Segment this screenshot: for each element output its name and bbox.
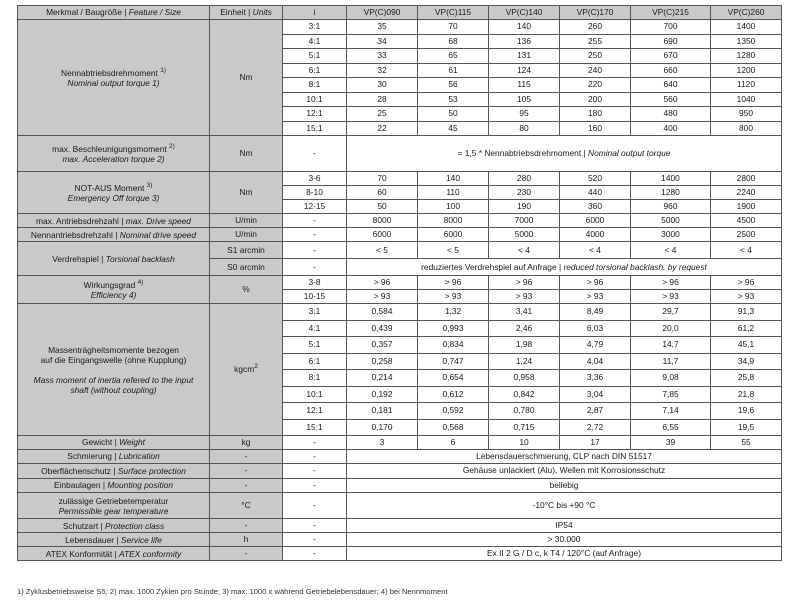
value-cell: 4,79 xyxy=(560,337,631,354)
value-cell: 0,439 xyxy=(347,320,418,337)
ratio-cell: 3:1 xyxy=(283,20,347,35)
value-cell: 2500 xyxy=(711,228,782,242)
value-cell: < 4 xyxy=(560,242,631,259)
value-cell: 124 xyxy=(489,63,560,78)
value-cell: 10 xyxy=(489,436,560,450)
table-row xyxy=(18,304,782,321)
ratio-cell: 15:1 xyxy=(283,419,347,436)
feature-label: Nennantriebsdrehzahl | Nominal drive speed xyxy=(18,228,210,242)
value-cell: 1200 xyxy=(711,63,782,78)
table-row xyxy=(18,478,782,493)
value-cell: 60 xyxy=(347,186,418,200)
value-cell: 3,04 xyxy=(560,386,631,403)
value-cell: 440 xyxy=(560,186,631,200)
value-cell: < 4 xyxy=(489,242,560,259)
value-cell: 1040 xyxy=(711,92,782,107)
feature-label: max. Antriebsdrehzahl | max. Drive speed xyxy=(18,214,210,228)
ratio-cell: - xyxy=(283,478,347,493)
value-cell: 240 xyxy=(560,63,631,78)
value-cell: 180 xyxy=(560,107,631,122)
value-cell: 5000 xyxy=(631,214,711,228)
value-cell: 1,24 xyxy=(489,353,560,370)
value-cell: 7000 xyxy=(489,214,560,228)
footnote: 1) Zyklusbetriebsweise S5; 2) max. 1000 Zyklen pro Stunde; 3) max. 1000 x während Getriebelebensdauer; 4) bei Nennmoment xyxy=(17,587,448,596)
value-cell: 1400 xyxy=(711,20,782,35)
value-cell: > 96 xyxy=(631,276,711,290)
value-cell: 0,592 xyxy=(418,403,489,420)
value-span-cell: Ex II 2 G / D c, k T4 / 120°C (auf Anfrage) xyxy=(347,547,782,561)
value-cell: 19,5 xyxy=(711,419,782,436)
table-row xyxy=(18,493,782,519)
unit-cell: U/min xyxy=(210,214,283,228)
ratio-cell: 15:1 xyxy=(283,121,347,136)
feature-label: Verdrehspiel | Torsional backlash xyxy=(18,242,210,276)
value-cell: > 96 xyxy=(418,276,489,290)
value-cell: 2,72 xyxy=(560,419,631,436)
ratio-cell: - xyxy=(283,547,347,561)
value-cell: 3 xyxy=(347,436,418,450)
value-span-cell: Gehäuse unlackiert (Alu), Wellen mit Korrosionsschutz xyxy=(347,464,782,479)
value-cell: 400 xyxy=(631,121,711,136)
value-cell: 35 xyxy=(347,20,418,35)
value-cell: 2,87 xyxy=(560,403,631,420)
value-cell: 34 xyxy=(347,34,418,49)
value-cell: 14,7 xyxy=(631,337,711,354)
value-cell: 250 xyxy=(560,49,631,64)
value-cell: 4500 xyxy=(711,214,782,228)
value-cell: 11,7 xyxy=(631,353,711,370)
value-cell: 255 xyxy=(560,34,631,49)
feature-label: NOT-AUS Moment $^{3)}$ Emergency Off torque 3) xyxy=(18,172,210,214)
value-cell: 2800 xyxy=(711,172,782,186)
value-cell: 7,14 xyxy=(631,403,711,420)
unit-cell: S0 arcmin xyxy=(210,259,283,276)
value-span-cell: = 1,5 * Nennabtriebsdrehmoment | Nominal output torque xyxy=(347,136,782,172)
value-cell: 140 xyxy=(418,172,489,186)
value-cell: 53 xyxy=(418,92,489,107)
value-cell: 17 xyxy=(560,436,631,450)
ratio-cell: - xyxy=(283,436,347,450)
value-cell: 360 xyxy=(560,200,631,214)
feature-label: Gewicht | Weight xyxy=(18,436,210,450)
value-cell: 4,04 xyxy=(560,353,631,370)
ratio-cell: 10:1 xyxy=(283,386,347,403)
value-cell: 131 xyxy=(489,49,560,64)
table-row xyxy=(18,533,782,547)
feature-label: Schmierung | Lubrication xyxy=(18,449,210,464)
feature-label: zulässige Getriebetemperatur Permissible gear temperature xyxy=(18,493,210,519)
unit-cell: h xyxy=(210,533,283,547)
table-body xyxy=(18,6,782,561)
value-cell: > 93 xyxy=(347,290,418,304)
table-row xyxy=(18,464,782,479)
value-cell: 28 xyxy=(347,92,418,107)
value-cell: 80 xyxy=(489,121,560,136)
value-cell: 1120 xyxy=(711,78,782,93)
value-cell: 3,41 xyxy=(489,304,560,321)
value-cell: 0,654 xyxy=(418,370,489,387)
ratio-cell: 3-8 xyxy=(283,276,347,290)
value-cell: 2240 xyxy=(711,186,782,200)
header-size: VP(C)140 xyxy=(489,6,560,20)
value-cell: > 93 xyxy=(631,290,711,304)
value-cell: 0,780 xyxy=(489,403,560,420)
value-cell: 0,834 xyxy=(418,337,489,354)
ratio-cell: - xyxy=(283,519,347,533)
value-cell: 6 xyxy=(418,436,489,450)
value-cell: > 96 xyxy=(489,276,560,290)
ratio-cell: - xyxy=(283,464,347,479)
value-cell: 0,993 xyxy=(418,320,489,337)
value-cell: 50 xyxy=(418,107,489,122)
ratio-cell: 10:1 xyxy=(283,92,347,107)
ratio-cell: - xyxy=(283,242,347,259)
value-cell: 61 xyxy=(418,63,489,78)
value-cell: > 96 xyxy=(560,276,631,290)
ratio-cell: 10-15 xyxy=(283,290,347,304)
ratio-cell: - xyxy=(283,259,347,276)
value-cell: 50 xyxy=(347,200,418,214)
value-cell: 200 xyxy=(560,92,631,107)
table-header-row xyxy=(18,6,782,20)
value-cell: 0,842 xyxy=(489,386,560,403)
value-cell: 700 xyxy=(631,20,711,35)
value-span-cell: -10°C bis +90 °C xyxy=(347,493,782,519)
value-cell: 0,747 xyxy=(418,353,489,370)
value-cell: 45,1 xyxy=(711,337,782,354)
unit-cell: kg xyxy=(210,436,283,450)
unit-cell: kgcm$^2$ xyxy=(210,304,283,436)
value-span-cell: beliebig xyxy=(347,478,782,493)
value-cell: 0,958 xyxy=(489,370,560,387)
value-cell: 91,3 xyxy=(711,304,782,321)
feature-label: Schutzart | Protection class xyxy=(18,519,210,533)
value-cell: 70 xyxy=(418,20,489,35)
ratio-cell: 3-6 xyxy=(283,172,347,186)
header-size: VP(C)260 xyxy=(711,6,782,20)
value-cell: 8,49 xyxy=(560,304,631,321)
ratio-cell: 5:1 xyxy=(283,49,347,64)
value-span-cell: > 30.000 xyxy=(347,533,782,547)
ratio-cell: 12:1 xyxy=(283,403,347,420)
unit-cell: S1 arcmin xyxy=(210,242,283,259)
table-row xyxy=(18,172,782,186)
ratio-cell: 6:1 xyxy=(283,353,347,370)
value-cell: 1,32 xyxy=(418,304,489,321)
value-cell: 690 xyxy=(631,34,711,49)
value-cell: 70 xyxy=(347,172,418,186)
value-cell: 4000 xyxy=(560,228,631,242)
value-cell: 0,258 xyxy=(347,353,418,370)
unit-cell: °C xyxy=(210,493,283,519)
value-cell: 560 xyxy=(631,92,711,107)
feature-label: Nennabtriebsdrehmoment $^{1)}$ Nominal output torque 1) xyxy=(18,20,210,136)
value-cell: > 96 xyxy=(711,276,782,290)
table-row xyxy=(18,436,782,450)
table-row xyxy=(18,276,782,290)
feature-label: Einbaulagen | Mounting position xyxy=(18,478,210,493)
feature-label: ATEX Konformität | ATEX conformity xyxy=(18,547,210,561)
value-cell: 3,36 xyxy=(560,370,631,387)
unit-cell: - xyxy=(210,449,283,464)
value-cell: 660 xyxy=(631,63,711,78)
table-row xyxy=(18,214,782,228)
value-cell: < 5 xyxy=(418,242,489,259)
value-cell: 950 xyxy=(711,107,782,122)
value-cell: 1900 xyxy=(711,200,782,214)
value-cell: 0,214 xyxy=(347,370,418,387)
value-cell: 25,8 xyxy=(711,370,782,387)
value-cell: 230 xyxy=(489,186,560,200)
value-cell: 190 xyxy=(489,200,560,214)
value-cell: > 96 xyxy=(347,276,418,290)
value-cell: 0,181 xyxy=(347,403,418,420)
value-span-cell: Lebensdauerschmierung, CLP nach DIN 51517 xyxy=(347,449,782,464)
value-cell: 61,2 xyxy=(711,320,782,337)
feature-label: max. Beschleunigungsmoment $^{2)}$ max. Acceleration torque 2) xyxy=(18,136,210,172)
value-cell: 95 xyxy=(489,107,560,122)
value-cell: 960 xyxy=(631,200,711,214)
value-cell: 0,357 xyxy=(347,337,418,354)
value-cell: 140 xyxy=(489,20,560,35)
feature-label: Wirkungsgrad $^{4)}$ Efficiency 4) xyxy=(18,276,210,304)
value-cell: 1400 xyxy=(631,172,711,186)
value-cell: 25 xyxy=(347,107,418,122)
ratio-cell: 12:1 xyxy=(283,107,347,122)
ratio-cell: 3:1 xyxy=(283,304,347,321)
value-cell: 100 xyxy=(418,200,489,214)
table-row xyxy=(18,242,782,259)
value-cell: 480 xyxy=(631,107,711,122)
ratio-cell: 12-15 xyxy=(283,200,347,214)
value-cell: 520 xyxy=(560,172,631,186)
value-cell: 22 xyxy=(347,121,418,136)
ratio-cell: - xyxy=(283,228,347,242)
ratio-cell: 8:1 xyxy=(283,78,347,93)
unit-cell: Nm xyxy=(210,172,283,214)
value-cell: 3000 xyxy=(631,228,711,242)
value-cell: 105 xyxy=(489,92,560,107)
value-cell: 0,568 xyxy=(418,419,489,436)
value-cell: 800 xyxy=(711,121,782,136)
value-cell: 0,170 xyxy=(347,419,418,436)
ratio-cell: 4:1 xyxy=(283,34,347,49)
value-cell: < 4 xyxy=(711,242,782,259)
value-cell: 110 xyxy=(418,186,489,200)
value-cell: > 93 xyxy=(560,290,631,304)
header-unit: Einheit | Units xyxy=(210,6,283,20)
ratio-cell: - xyxy=(283,533,347,547)
value-cell: 640 xyxy=(631,78,711,93)
value-cell: 20,0 xyxy=(631,320,711,337)
value-cell: 115 xyxy=(489,78,560,93)
value-cell: 0,612 xyxy=(418,386,489,403)
value-cell: 2,46 xyxy=(489,320,560,337)
value-cell: 6000 xyxy=(560,214,631,228)
unit-cell: U/min xyxy=(210,228,283,242)
table-row xyxy=(18,519,782,533)
value-cell: 29,7 xyxy=(631,304,711,321)
value-cell: 7,85 xyxy=(631,386,711,403)
value-cell: 34,9 xyxy=(711,353,782,370)
value-cell: 0,584 xyxy=(347,304,418,321)
ratio-cell: 6:1 xyxy=(283,63,347,78)
unit-cell: - xyxy=(210,547,283,561)
value-cell: 136 xyxy=(489,34,560,49)
value-cell: 6000 xyxy=(347,228,418,242)
value-cell: 6000 xyxy=(418,228,489,242)
unit-cell: % xyxy=(210,276,283,304)
value-cell: < 5 xyxy=(347,242,418,259)
value-cell: 1280 xyxy=(631,186,711,200)
value-cell: 1,98 xyxy=(489,337,560,354)
table-row xyxy=(18,20,782,35)
header-size: VP(C)115 xyxy=(418,6,489,20)
value-cell: 6,03 xyxy=(560,320,631,337)
value-cell: 8000 xyxy=(347,214,418,228)
feature-label: Massenträgheitsmomente bezogen auf die Eingangswelle (ohne Kupplung) Mass moment of inertia refered to the input shaft (without coupling) xyxy=(18,304,210,436)
value-cell: > 93 xyxy=(711,290,782,304)
value-cell: 55 xyxy=(711,436,782,450)
value-cell: 39 xyxy=(631,436,711,450)
header-size: VP(C)215 xyxy=(631,6,711,20)
table-row xyxy=(18,449,782,464)
ratio-cell: 4:1 xyxy=(283,320,347,337)
ratio-cell: - xyxy=(283,493,347,519)
header-size: VP(C)170 xyxy=(560,6,631,20)
value-cell: 32 xyxy=(347,63,418,78)
value-cell: > 93 xyxy=(489,290,560,304)
feature-label: Lebensdauer | Service life xyxy=(18,533,210,547)
unit-cell: Nm xyxy=(210,136,283,172)
value-cell: 1280 xyxy=(711,49,782,64)
value-cell: 21,8 xyxy=(711,386,782,403)
unit-cell: - xyxy=(210,478,283,493)
feature-label: Oberflächenschutz | Surface protection xyxy=(18,464,210,479)
unit-cell: - xyxy=(210,464,283,479)
value-cell: 30 xyxy=(347,78,418,93)
value-cell: 280 xyxy=(489,172,560,186)
value-cell: 8000 xyxy=(418,214,489,228)
value-cell: 0,192 xyxy=(347,386,418,403)
table-row xyxy=(18,228,782,242)
ratio-cell: - xyxy=(283,449,347,464)
value-cell: 6,55 xyxy=(631,419,711,436)
ratio-cell: - xyxy=(283,214,347,228)
value-cell: 19,6 xyxy=(711,403,782,420)
value-cell: 5000 xyxy=(489,228,560,242)
value-cell: < 4 xyxy=(631,242,711,259)
value-cell: 0,715 xyxy=(489,419,560,436)
value-cell: 68 xyxy=(418,34,489,49)
value-cell: 1350 xyxy=(711,34,782,49)
header-feature: Merkmal / Baugröße | Feature / Size xyxy=(18,6,210,20)
ratio-cell: - xyxy=(283,136,347,172)
value-cell: 260 xyxy=(560,20,631,35)
specification-table xyxy=(17,5,782,561)
value-cell: 160 xyxy=(560,121,631,136)
table-row xyxy=(18,547,782,561)
unit-cell: Nm xyxy=(210,20,283,136)
table-row xyxy=(18,136,782,172)
ratio-cell: 8-10 xyxy=(283,186,347,200)
value-cell: > 93 xyxy=(418,290,489,304)
ratio-cell: 5:1 xyxy=(283,337,347,354)
value-cell: 65 xyxy=(418,49,489,64)
header-ratio: i xyxy=(283,6,347,20)
value-cell: 220 xyxy=(560,78,631,93)
value-span-cell: reduziertes Verdrehspiel auf Anfrage | reduced torsional backlash, by request xyxy=(347,259,782,276)
value-cell: 56 xyxy=(418,78,489,93)
header-size: VP(C)090 xyxy=(347,6,418,20)
value-span-cell: IP54 xyxy=(347,519,782,533)
value-cell: 33 xyxy=(347,49,418,64)
value-cell: 670 xyxy=(631,49,711,64)
value-cell: 9,08 xyxy=(631,370,711,387)
unit-cell: - xyxy=(210,519,283,533)
ratio-cell: 8:1 xyxy=(283,370,347,387)
value-cell: 45 xyxy=(418,121,489,136)
